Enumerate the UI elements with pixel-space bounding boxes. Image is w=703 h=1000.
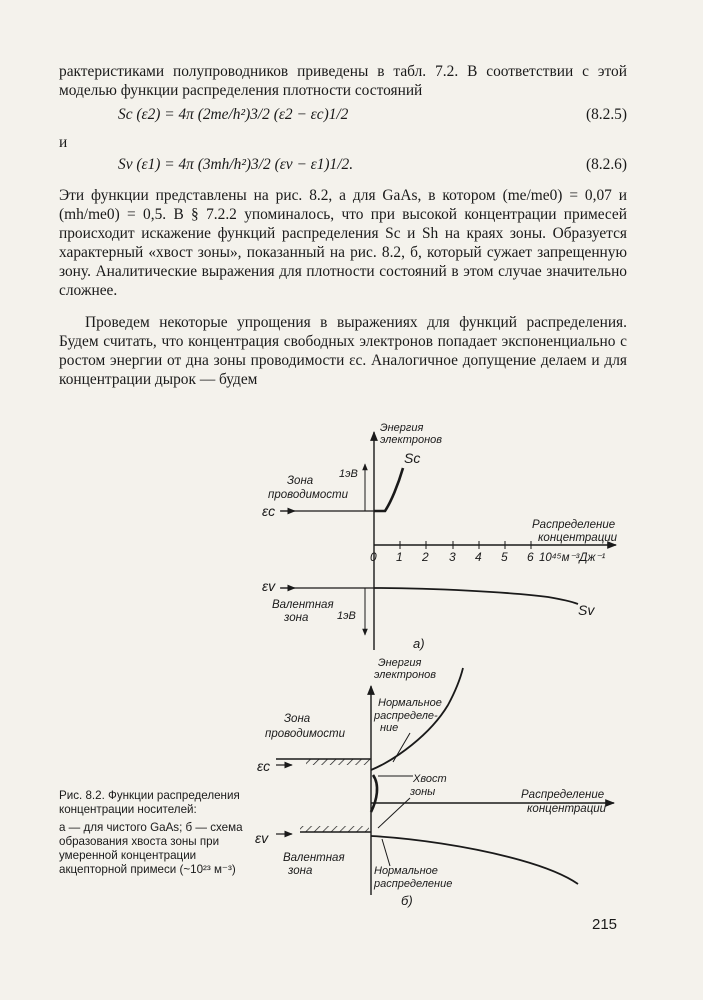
fig-a-tick-0: 0 <box>370 550 377 564</box>
fig-a-tick-2: 2 <box>422 550 429 564</box>
fig-a-band-c-2: проводимости <box>268 489 349 501</box>
fig-b-x-title-2: концентрации <box>527 803 607 815</box>
fig-b-band-tail-curve <box>371 775 377 812</box>
equation-number-8-2-6: (8.2.6) <box>585 156 627 173</box>
fig-a-x-title-1: Распределение <box>532 519 616 531</box>
fig-b-ev-label: εv <box>255 830 269 846</box>
equation-8-2-5: Sc (ε2) = 4π (2me/h²)3/2 (ε2 − εc)1/2 <box>118 106 349 123</box>
fig-a-sc-curve <box>374 468 403 511</box>
fig-b-normal-top-3: ние <box>380 722 399 734</box>
fig-b-valence-hatch <box>300 826 369 832</box>
intro-text: рактеристиками полупроводников приведены в табл. 7.2. В соответствии с этой моделью функции распределения плотности состояний <box>59 63 627 99</box>
paragraph-1-text: Эти функции представлены на рис. 8.2, а для GaAs, в котором (me/me0) = 0,07 и (mh/me0) = 0,5. В § 7.2.2 упоминалось, что при высокой концентрации примесей происходит искажение функций распределения Sc и Sh на краях зоны. Образуется характерный «хвост зоны», показанный на рис. 8.2, б, который сужает запрещенную зону. Аналитические выражения для плотности состояний в этом случае значительно сложнее. <box>59 187 627 299</box>
fig-b-normal-top-1: Нормальное <box>378 697 442 709</box>
fig-b-normal-bottom-pointer <box>382 839 390 866</box>
fig-a-sc-label: Sc <box>404 450 421 466</box>
fig-a-band-v-2: зона <box>284 612 309 624</box>
fig-b-label: б) <box>401 893 413 908</box>
fig-a-ec-label: εc <box>262 503 276 519</box>
fig-a-band-v-1: Валентная <box>272 599 334 611</box>
fig-b-normal-bottom-2: распределение <box>374 878 453 890</box>
figure-a <box>262 422 618 651</box>
fig-b-band-v-1: Валентная <box>283 852 345 864</box>
fig-a-scale-v-label: 1эВ <box>337 610 356 622</box>
fig-b-y-title-2: электронов <box>374 669 436 681</box>
conjunction-and: и <box>59 134 68 151</box>
fig-b-tail-2: зоны <box>410 786 436 798</box>
fig-a-tick-1: 1 <box>396 550 403 564</box>
fig-a-label: а) <box>413 636 425 651</box>
fig-a-tick-5: 5 <box>501 550 508 564</box>
fig-b-band-c-2: проводимости <box>265 728 346 740</box>
fig-b-band-c-1: Зона <box>284 713 311 725</box>
fig-b-tail-1: Хвост <box>413 773 447 785</box>
equation-8-2-6: Sv (ε1) = 4π (3mh/h²)3/2 (εv − ε1)1/2. <box>118 156 354 173</box>
figure-b <box>255 657 614 908</box>
fig-b-normal-bottom-1: Нормальное <box>374 865 438 877</box>
fig-b-ec-label: εc <box>257 758 271 774</box>
fig-a-ev-label: εv <box>262 578 276 594</box>
fig-b-y-title-1: Энергия <box>378 657 422 669</box>
fig-b-normal-top-2: распределе- <box>374 710 438 722</box>
figure-caption <box>59 789 247 877</box>
fig-a-x-unit: 10⁴⁵м⁻³Дж⁻¹ <box>539 552 606 564</box>
fig-a-y-title-1: Энергия <box>380 422 424 434</box>
fig-a-sv-label: Sv <box>578 602 595 618</box>
caption-body: а — для чистого GaAs; б — схема образования хвоста зоны при умеренной концентрации акцепторной примеси (~10²³ м⁻³) <box>59 821 243 876</box>
fig-a-band-c-1: Зона <box>287 475 314 487</box>
fig-a-scale-c-label: 1эВ <box>339 468 358 480</box>
fig-a-tick-3: 3 <box>449 550 456 564</box>
fig-b-band-v-2: зона <box>288 865 313 877</box>
fig-a-tick-6: 6 <box>527 550 534 564</box>
fig-a-sv-curve <box>374 588 578 604</box>
equation-number-8-2-5: (8.2.5) <box>585 106 627 123</box>
fig-b-x-title-1: Распределение <box>521 789 605 801</box>
caption-title: Рис. 8.2. Функции распределения концентрации носителей: <box>59 789 240 816</box>
page-number: 215 <box>592 916 618 933</box>
fig-b-conduction-hatch <box>306 759 370 765</box>
fig-a-x-title-2: концентрации <box>538 532 618 544</box>
paragraph-2-text: Проведем некоторые упрощения в выражениях для функций распределения. Будем считать, что концентрация свободных электронов попадает экспоненциально с ростом энергии от дна зоны проводимости εc. Аналогичное допущение делаем и для концентрации дырок — будем <box>59 314 627 388</box>
fig-a-tick-4: 4 <box>475 550 482 564</box>
fig-a-y-title-2: электронов <box>380 434 442 446</box>
